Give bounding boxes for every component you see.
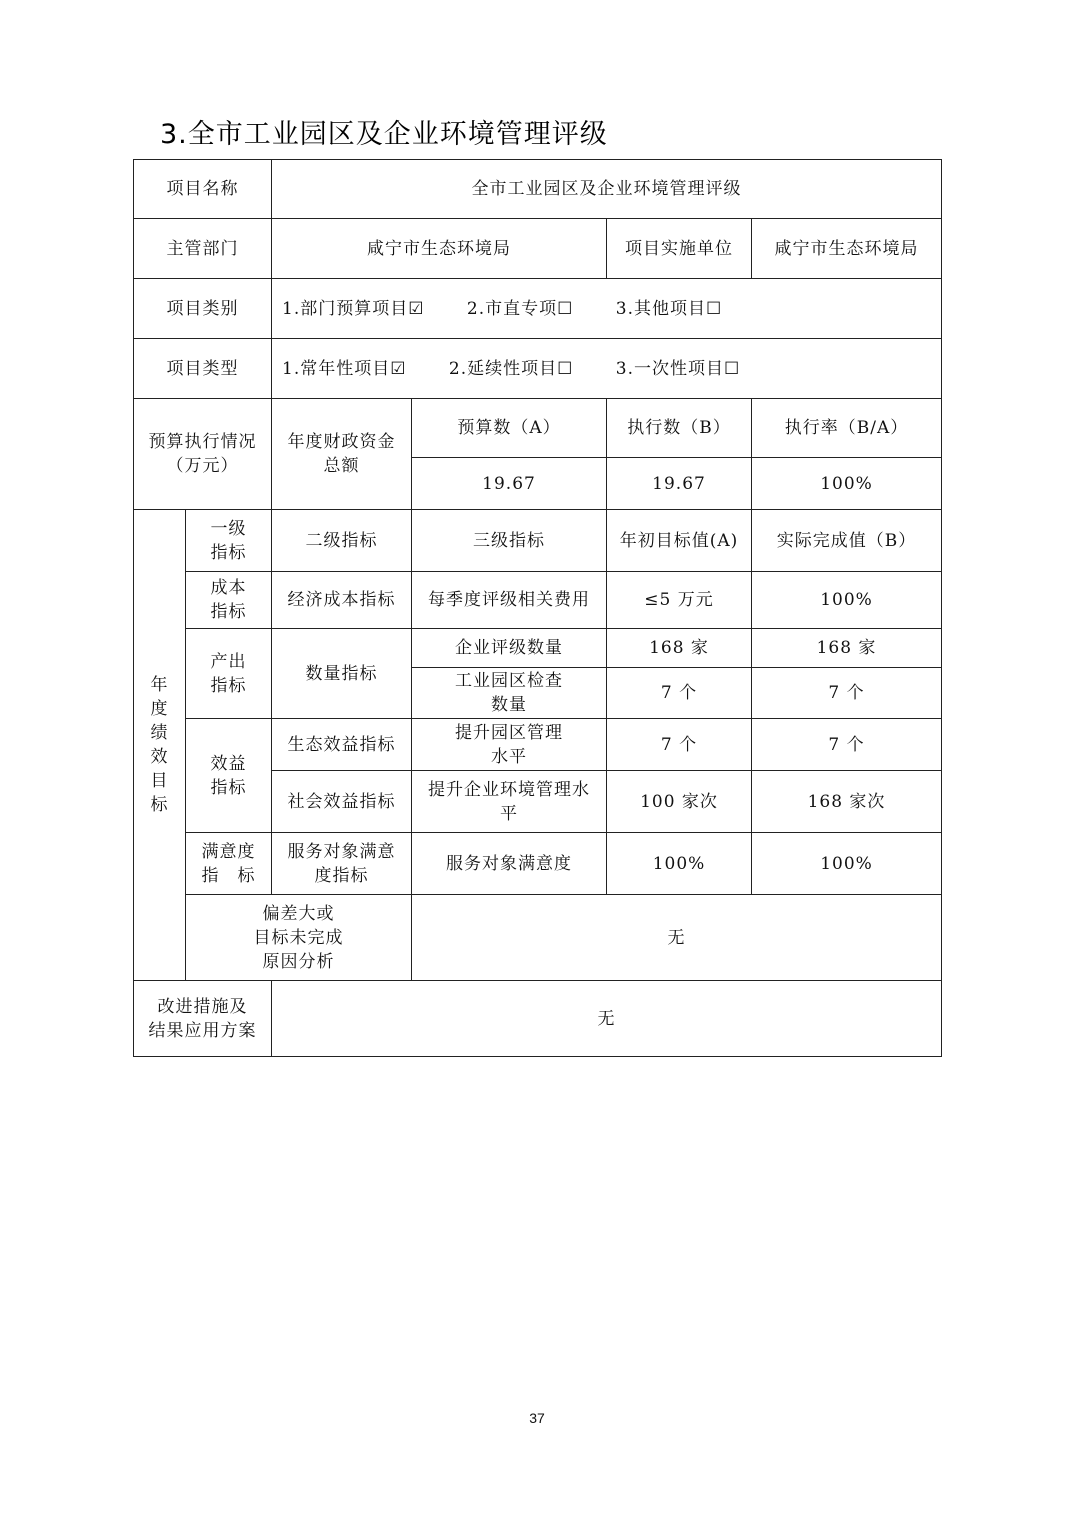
deviation-label-line2: 目标未完成 (253, 927, 344, 948)
type-option-1: 1.常年性项目☑ (282, 358, 407, 379)
side-char-4: 效 (150, 747, 169, 767)
benefit-r2-level3 (412, 771, 607, 833)
benefit-r2-level2: 社会效益指标 (272, 771, 412, 833)
benefit-r1-level2: 生态效益指标 (272, 719, 412, 771)
actual-header: 实际完成值（B） (752, 510, 942, 572)
satisfaction-level3: 服务对象满意度 (412, 833, 607, 895)
budget-label-line2: （万元） (166, 456, 239, 476)
level1-header (186, 510, 272, 572)
improvement-label (134, 981, 272, 1057)
benefit-r2-level3-line2: 平 (500, 803, 518, 824)
row-improvement (134, 981, 942, 1057)
satisfaction-level1 (186, 833, 272, 895)
deviation-label-line1: 偏差大或 (262, 903, 335, 924)
row-budget-header (134, 399, 942, 458)
deviation-label (186, 895, 412, 981)
budget-label (134, 399, 272, 510)
cost-level1-line2: 指标 (210, 602, 247, 622)
satisfaction-target: 100% (607, 833, 752, 895)
page-number: 37 (529, 1410, 545, 1426)
level1-header-line1: 一级 (210, 518, 247, 539)
benefit-r2-target: 100 家次 (607, 771, 752, 833)
benefit-r1-level3 (412, 719, 607, 771)
annual-fund-line1: 年度财政资金 (287, 432, 396, 452)
cost-actual: 100% (752, 572, 942, 629)
improvement-label-line2: 结果应用方案 (148, 1020, 257, 1041)
cost-level3: 每季度评级相关费用 (412, 572, 607, 629)
row-type (134, 339, 942, 399)
satisfaction-level1-line2: 指 标 (201, 865, 256, 886)
side-char-3: 绩 (150, 723, 169, 743)
department-value: 咸宁市生态环境局 (272, 219, 607, 279)
performance-table (133, 159, 942, 1057)
executed-amount-value: 19.67 (607, 458, 752, 510)
satisfaction-level1-line1: 满意度 (201, 841, 256, 862)
output-r1-target: 168 家 (607, 629, 752, 668)
output-level1-line1: 产出 (210, 651, 247, 672)
target-header: 年初目标值(A) (607, 510, 752, 572)
output-level1 (186, 629, 272, 719)
deviation-label-line3: 原因分析 (262, 951, 335, 972)
level1-header-line2: 指标 (210, 542, 247, 563)
satisfaction-actual: 100% (752, 833, 942, 895)
row-output-1 (134, 629, 942, 668)
implementing-unit-value: 咸宁市生态环境局 (752, 219, 942, 279)
implementing-unit-label: 项目实施单位 (607, 219, 752, 279)
category-options (272, 279, 942, 339)
benefit-r2-level3-line1: 提升企业环境管理水 (428, 779, 590, 800)
project-name-label: 项目名称 (134, 160, 272, 219)
type-options (272, 339, 942, 399)
benefit-level1-line1: 效益 (210, 753, 247, 774)
output-r1-level3: 企业评级数量 (412, 629, 607, 668)
cost-level2: 经济成本指标 (272, 572, 412, 629)
execution-rate-value: 100% (752, 458, 942, 510)
benefit-r1-target: 7 个 (607, 719, 752, 771)
row-project-name (134, 160, 942, 219)
output-level1-line2: 指标 (210, 675, 247, 696)
department-label: 主管部门 (134, 219, 272, 279)
type-option-3: 3.一次性项目☐ (615, 358, 741, 379)
type-label: 项目类型 (134, 339, 272, 399)
annual-fund-line2: 总额 (323, 456, 360, 476)
budget-amount-value: 19.67 (412, 458, 607, 510)
benefit-r2-actual: 168 家次 (752, 771, 942, 833)
side-char-2: 度 (150, 699, 169, 719)
output-r2-level3-line2: 数量 (491, 695, 527, 715)
category-option-1: 1.部门预算项目☑ (282, 298, 425, 319)
cost-level1-line1: 成本 (210, 578, 247, 598)
output-r2-actual: 7 个 (752, 668, 942, 719)
annual-fund-label (272, 399, 412, 510)
budget-amount-header: 预算数（A） (412, 399, 607, 458)
row-deviation (134, 895, 942, 981)
benefit-r1-level3-line2: 水平 (491, 746, 527, 767)
output-r2-level3 (412, 668, 607, 719)
output-r2-target: 7 个 (607, 668, 752, 719)
row-cost (134, 572, 942, 629)
satisfaction-level2-line1: 服务对象满意 (287, 841, 396, 862)
category-option-3: 3.其他项目☐ (615, 298, 723, 319)
output-level2: 数量指标 (272, 629, 412, 719)
page-title: 3.全市工业园区及企业环境管理评级 (160, 119, 608, 150)
execution-rate-header: 执行率（B/A） (752, 399, 942, 458)
benefit-r1-level3-line1: 提升园区管理 (455, 722, 563, 743)
benefit-level1-line2: 指标 (210, 777, 247, 798)
row-category (134, 279, 942, 339)
row-satisfaction (134, 833, 942, 895)
executed-amount-header: 执行数（B） (607, 399, 752, 458)
deviation-value: 无 (412, 895, 942, 981)
side-char-5: 目 (150, 771, 169, 791)
row-department (134, 219, 942, 279)
benefit-r1-actual: 7 个 (752, 719, 942, 771)
budget-label-line1: 预算执行情况 (148, 432, 257, 452)
side-char-6: 标 (150, 795, 169, 815)
output-r2-level3-line1: 工业园区检查 (455, 671, 563, 691)
annual-goals-side-label (134, 510, 186, 981)
project-name-value: 全市工业园区及企业环境管理评级 (272, 160, 942, 219)
category-option-2: 2.市直专项☐ (466, 298, 574, 319)
cost-level1 (186, 572, 272, 629)
level3-header: 三级指标 (412, 510, 607, 572)
row-benefit-1 (134, 719, 942, 771)
improvement-label-line1: 改进措施及 (157, 996, 248, 1017)
cost-target: ≤5 万元 (607, 572, 752, 629)
category-label: 项目类别 (134, 279, 272, 339)
type-option-2: 2.延续性项目☐ (448, 358, 574, 379)
output-r1-actual: 168 家 (752, 629, 942, 668)
satisfaction-level2 (272, 833, 412, 895)
improvement-value: 无 (272, 981, 942, 1057)
row-goals-header (134, 510, 942, 572)
level2-header: 二级指标 (272, 510, 412, 572)
side-char-1: 年 (150, 675, 169, 695)
satisfaction-level2-line2: 度指标 (314, 865, 369, 886)
benefit-level1 (186, 719, 272, 833)
